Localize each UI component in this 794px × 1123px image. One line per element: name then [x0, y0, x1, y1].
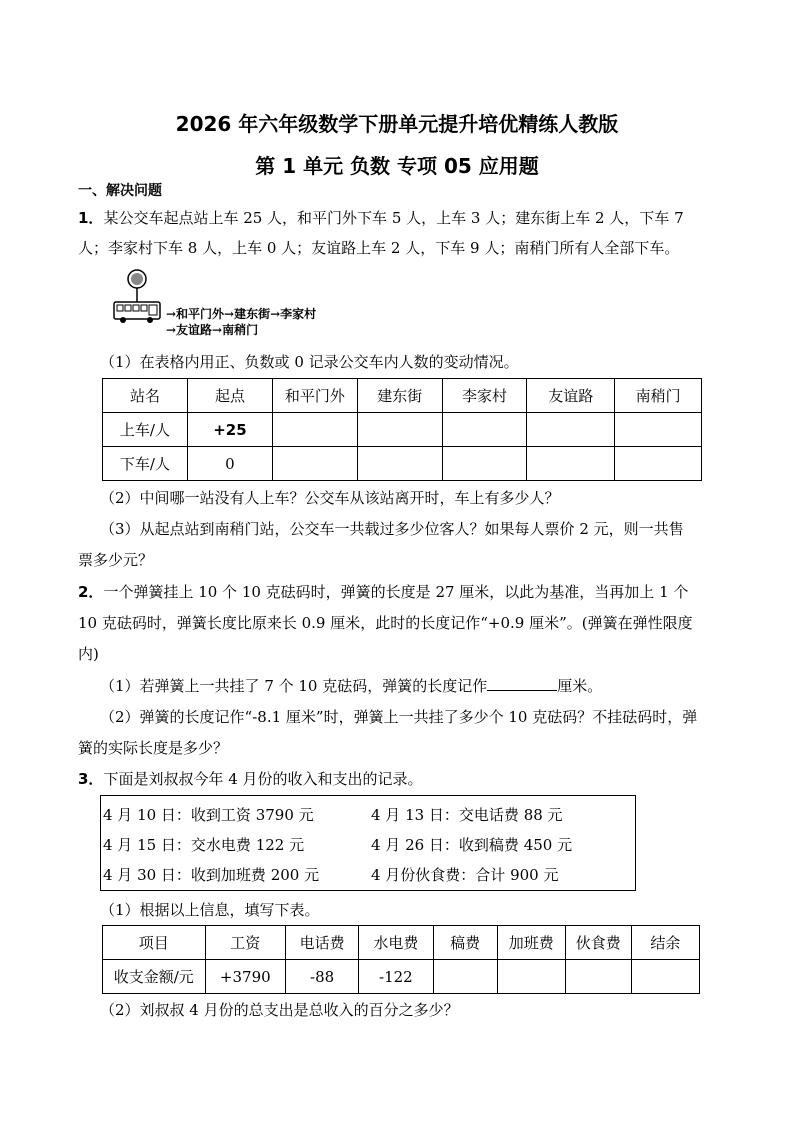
table-row — [103, 447, 702, 481]
q1-number: 1． — [78, 209, 104, 227]
q3-cell: 收支金额/元 — [103, 960, 206, 994]
q1-answer-cell[interactable] — [527, 447, 615, 481]
record-item: 4 月份伙食费：合计 900 元 — [371, 866, 559, 884]
q1-th: 起点 — [187, 379, 272, 413]
route-line1: →和平门外→建东街→李家村 — [166, 307, 317, 321]
q3-cell: -122 — [359, 960, 433, 994]
q1-answer-cell[interactable] — [357, 413, 442, 447]
table-row — [103, 413, 702, 447]
q3-answer-cell[interactable] — [497, 960, 565, 994]
q1-sub1: （1）在表格内用正、负数或 0 记录公交车内人数的变动情况。 — [100, 353, 519, 371]
q3-answer-cell[interactable] — [433, 960, 497, 994]
q2-text-line3: 内) — [78, 645, 99, 663]
q3-sub1: （1）根据以上信息，填写下表。 — [100, 901, 320, 919]
q1-answer-cell[interactable] — [357, 447, 442, 481]
q2-text-line1: 2．一个弹簧挂上 10 个 10 克砝码时，弹簧的长度是 27 厘米，以此为基准，当再加上 1 个 — [78, 583, 689, 601]
q1-th: 和平门外 — [273, 379, 358, 413]
q3-th: 稿费 — [433, 926, 497, 960]
q1-cell: 上车/人 — [103, 413, 188, 447]
q2-sub2-line2: 簧的实际长度是多少？ — [78, 739, 229, 757]
q1-cell: 0 — [187, 447, 272, 481]
answer-blank[interactable] — [487, 676, 557, 691]
q3-records-box — [100, 795, 636, 891]
q3-sub2: （2）刘叔叔 4 月份的总支出是总收入的百分之多少？ — [100, 1001, 459, 1019]
q1-th: 友谊路 — [527, 379, 615, 413]
q3-table-header-row — [103, 926, 700, 960]
q3-th: 水电费 — [359, 926, 433, 960]
bus-icon — [114, 302, 160, 323]
q3-th: 项目 — [103, 926, 206, 960]
q1-text-line2: 人；李家村下车 8 人，上车 0 人；友谊路上车 2 人，下车 9 人；南稍门所有人全部下车。 — [78, 239, 680, 257]
q1-answer-cell[interactable] — [615, 447, 702, 481]
q2-number: 2． — [78, 583, 104, 601]
q1-th: 站名 — [103, 379, 188, 413]
record-item: 4 月 26 日：收到稿费 450 元 — [371, 836, 573, 854]
q3-th: 伙食费 — [565, 926, 631, 960]
q2-text-line2: 10 克砝码时，弹簧长度比原来长 0.9 厘米，此时的长度记作“+0.9 厘米”。(弹簧在弹性限度 — [78, 614, 693, 632]
q3-table — [102, 925, 700, 994]
page-subtitle: 第 1 单元 负数 专项 05 应用题 — [255, 154, 539, 178]
section-heading: 一、解决问题 — [78, 183, 162, 199]
q3-cell: +3790 — [205, 960, 285, 994]
q1-th: 南稍门 — [615, 379, 702, 413]
q2-sub2-line1: （2）弹簧的长度记作“-8.1 厘米”时，弹簧上一共挂了多少个 10 克砝码？不挂砝码时，弹 — [100, 708, 698, 726]
bus-stop-sign-icon — [128, 270, 146, 302]
q3-number: 3． — [78, 770, 104, 788]
q1-sub2: （2）中间哪一站没有人上车？公交车从该站离开时，车上有多少人？ — [100, 489, 560, 507]
q1-cell: 下车/人 — [103, 447, 188, 481]
q1-table — [102, 378, 702, 481]
table-row — [103, 960, 700, 994]
q1-sub3-line2: 票多少元？ — [78, 551, 154, 569]
q1-answer-cell[interactable] — [527, 413, 615, 447]
q1-th: 建东街 — [357, 379, 442, 413]
q1-cell: +25 — [187, 413, 272, 447]
q3-th: 工资 — [205, 926, 285, 960]
q1-table-header-row — [103, 379, 702, 413]
q3-th: 加班费 — [497, 926, 565, 960]
record-item: 4 月 10 日：收到工资 3790 元 — [103, 806, 314, 824]
q2-sub1: （1）若弹簧上一共挂了 7 个 10 克砝码，弹簧的长度记作 厘米。 — [100, 677, 603, 695]
q1-sub3-line1: （3）从起点站到南稍门站，公交车一共载过多少位客人？如果每人票价 2 元，则一共售 — [100, 520, 684, 538]
q1-answer-cell[interactable] — [442, 447, 527, 481]
record-item: 4 月 15 日：交水电费 122 元 — [103, 836, 305, 854]
q1-answer-cell[interactable] — [273, 413, 358, 447]
q3-th: 电话费 — [286, 926, 359, 960]
q3-answer-cell[interactable] — [565, 960, 631, 994]
q1-answer-cell[interactable] — [273, 447, 358, 481]
q3-th: 结余 — [631, 926, 699, 960]
q1-th: 李家村 — [442, 379, 527, 413]
record-item: 4 月 30 日：收到加班费 200 元 — [103, 866, 320, 884]
q3-answer-cell[interactable] — [631, 960, 699, 994]
q1-answer-cell[interactable] — [615, 413, 702, 447]
page-title: 2026 年六年级数学下册单元提升培优精练人教版 — [175, 112, 619, 136]
q3-cell: -88 — [286, 960, 359, 994]
q3-text: 3．下面是刘叔叔今年 4 月份的收入和支出的记录。 — [78, 770, 423, 788]
q1-answer-cell[interactable] — [442, 413, 527, 447]
bus-illustration — [110, 268, 166, 326]
route-line2: →友谊路→南稍门 — [166, 323, 259, 337]
q1-text-line1: 1．某公交车起点站上车 25 人，和平门外下车 5 人，上车 3 人；建东街上车 2 人，下车 7 — [78, 209, 684, 227]
record-item: 4 月 13 日：交电话费 88 元 — [371, 806, 563, 824]
